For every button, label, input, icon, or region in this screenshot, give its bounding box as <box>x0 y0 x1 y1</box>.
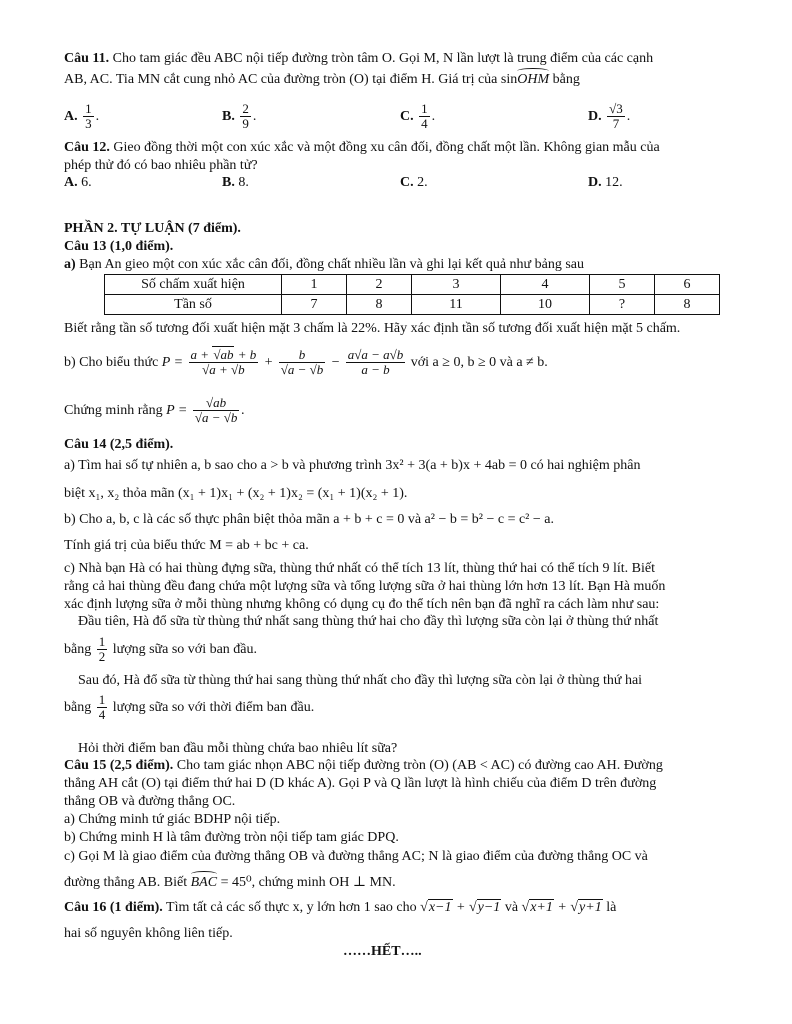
q14-c-line3: xác định lượng sữa ở mỗi thùng nhưng không có dụng cụ đo thể tích nên bạn đã nghĩ ra cách làm như sau: <box>64 597 660 612</box>
q15-b: b) Chứng minh H là tâm đường tròn nội tiếp tam giác DPQ. <box>64 830 399 845</box>
q15-line1 <box>64 757 663 774</box>
frequency-table <box>104 274 720 315</box>
frac-num: √3 <box>609 101 623 117</box>
option-letter: C. <box>400 109 414 124</box>
q14-c-line7 <box>64 690 314 726</box>
table-header-cell: Tần số <box>105 295 282 315</box>
text: là <box>606 900 617 915</box>
text: bằng <box>64 700 92 715</box>
table-row <box>105 275 720 295</box>
q14-a-line2: biệt x₁, x₂ thỏa mãn (x₁ + 1)x₁ + (x₂ + 1)x₂ = (x₁ + 1)(x₂ + 1). <box>64 486 408 501</box>
q12-line2: phép thử đó có bao nhiêu phần tử? <box>64 158 258 173</box>
q11-text2b: bằng <box>549 72 580 87</box>
q16-title: Câu 16 (1 điểm). <box>64 900 163 915</box>
q14-b-line2: Tính giá trị của biểu thức M = ab + bc + ca. <box>64 538 309 553</box>
q14-title: Câu 14 (2,5 điểm). <box>64 437 174 452</box>
option-text: 12. <box>605 175 623 190</box>
q14-c-line4: Đầu tiên, Hà đổ sữa từ thùng thứ nhất sang thùng thứ hai cho đầy thì lượng sữa còn lại ở thùng thứ nhất <box>78 614 659 629</box>
q12-text: Gieo đồng thời một con xúc xắc và một đồng xu cân đối, đồng chất một lần. Không gian mẫu của <box>113 140 660 155</box>
frac-num: 1 <box>85 101 92 117</box>
table-cell: 3 <box>412 275 501 295</box>
option-letter: D. <box>588 109 602 124</box>
q14-c-line5 <box>64 632 257 668</box>
option-text: 2. <box>417 175 428 190</box>
formula-p: P = $\frac{a + √ab + b}{√a + √b}$ + $\frac{b}{√a - √b}$ − $\frac{a√a - a√b}{a - b}$ <box>161 347 404 378</box>
option-letter: B. <box>222 109 235 124</box>
q13-title: Câu 13 (1,0 điểm). <box>64 239 174 254</box>
q13-a-label: a) <box>64 257 76 272</box>
q13-a-after: Biết rằng tần số tương đối xuất hiện mặt 3 chấm là 22%. Hãy xác định tần số tương đối xuất hiện mặt 5 chấm. <box>64 321 681 336</box>
table-cell: 1 <box>282 275 347 295</box>
q13-a <box>64 256 584 273</box>
q16-line1 <box>64 899 616 916</box>
q13-b-text: b) Cho biểu thức <box>64 355 159 370</box>
frac-den: 9 <box>242 116 249 132</box>
frac-den: 2 <box>98 649 106 665</box>
table-cell: 6 <box>655 275 720 295</box>
table-cell: 10 <box>501 295 590 315</box>
q13-a-text: Bạn An gieo một con xúc xắc cân đối, đồng chất nhiều lần và ghi lại kết quả như bảng sau <box>79 257 585 272</box>
text: lượng sữa so với ban đầu. <box>112 642 258 657</box>
frac-num: 1 <box>98 692 106 708</box>
text: = 45⁰, chứng minh OH ⊥ MN. <box>217 875 396 890</box>
q13-b-cond: với a ≥ 0, b ≥ 0 và a ≠ b. <box>410 355 548 370</box>
q15-text: Cho tam giác nhọn ABC nội tiếp đường tròn (O) (AB < AC) có đường cao AH. Đường <box>176 758 663 773</box>
table-cell: ? <box>590 295 655 315</box>
q11-text: Cho tam giác đều ABC nội tiếp đường tròn tâm O. Gọi M, N lần lượt là trung điểm của các cạnh <box>112 51 654 66</box>
q11-option-c: C. $\frac{1}{4}$ . <box>400 101 436 132</box>
q11-option-a: A. $\frac{1}{3}$ . <box>64 101 100 132</box>
option-letter: C. <box>400 175 414 190</box>
q15-c-line1: c) Gọi M là giao điểm của đường thẳng OB và đường thẳng AC; N là giao điểm của đường thẳng OC và <box>64 849 648 864</box>
q11-title: Câu 11. <box>64 51 110 66</box>
table-cell: 8 <box>655 295 720 315</box>
q14-c-line8: Hỏi thời điểm ban đầu mỗi thùng chứa bao nhiêu lít sữa? <box>78 741 398 756</box>
q14-b-line1: b) Cho a, b, c là các số thực phân biệt thỏa mãn a + b + c = 0 và a² − b = b² − c = c² − a. <box>64 512 554 527</box>
q14-c-line2: rằng cả hai thùng đều đang chứa một lượng sữa và tổng lượng sữa ở hai thùng lớn hơn 13 lít. Bạn Hà muốn <box>64 579 666 594</box>
q11-text2: AB, AC. Tia MN cắt cung nhỏ AC của đường tròn (O) tại điểm H. Giá trị của sin <box>64 72 518 87</box>
q13-prove <box>64 393 245 429</box>
q15-c-line2 <box>64 874 396 891</box>
q12-line1 <box>64 139 660 156</box>
formula-sqrt-sum2: √x+1 + √y+1 <box>521 900 602 915</box>
option-text: 8. <box>238 175 249 190</box>
option-letter: D. <box>588 175 602 190</box>
frac-den: 7 <box>612 116 620 132</box>
angle-bac: BAC <box>190 875 218 890</box>
table-cell: 2 <box>347 275 412 295</box>
q11-option-d: D. $\frac{√3}{7}$ . <box>588 101 631 132</box>
frac-den: 4 <box>421 116 428 132</box>
q11-arc-ohm: OHM <box>517 72 550 87</box>
part2-heading: PHẦN 2. TỰ LUẬN (7 điểm). <box>64 221 241 236</box>
text: lượng sữa so với thời điểm ban đầu. <box>112 700 315 715</box>
table-cell: 7 <box>282 295 347 315</box>
q11-line1 <box>64 50 653 67</box>
q12-option-b <box>222 174 249 191</box>
end-mark: ……HẾT….. <box>343 944 422 959</box>
text: bằng <box>64 642 92 657</box>
frac-den: 4 <box>98 707 106 723</box>
frac-num: 2 <box>242 101 249 117</box>
q14-c-line6: Sau đó, Hà đổ sữa từ thùng thứ hai sang thùng thứ nhất cho đầy thì lượng sữa còn lại ở thùng thứ hai <box>78 673 643 688</box>
frac-num: 1 <box>98 634 106 650</box>
q15-line2: thẳng AH cắt (O) tại điểm thứ hai D (D khác A). Gọi P và Q lần lượt là hình chiếu của điểm D trên đường <box>64 776 657 791</box>
frac-num: 1 <box>421 101 428 117</box>
option-letter: A. <box>64 175 78 190</box>
q11-line2 <box>64 71 580 88</box>
text: và <box>504 900 519 915</box>
q16-line2: hai số nguyên không liên tiếp. <box>64 926 233 941</box>
q11-option-b: B. $\frac{2}{9}$ . <box>222 101 257 132</box>
text: đường thẳng AB. Biết <box>64 875 188 890</box>
formula-sqrt-sum1: √x−1 + √y−1 <box>420 900 501 915</box>
option-letter: B. <box>222 175 235 190</box>
text: Tìm tất cả các số thực x, y lớn hơn 1 sao cho <box>166 900 417 915</box>
table-row <box>105 295 720 315</box>
q12-option-c <box>400 174 428 191</box>
q14-a-line1: a) Tìm hai số tự nhiên a, b sao cho a > b và phương trình 3x² + 3(a + b)x + 4ab = 0 có hai nghiệm phân <box>64 458 641 473</box>
q12-option-d <box>588 174 623 191</box>
q15-a: a) Chứng minh tứ giác BDHP nội tiếp. <box>64 812 281 827</box>
table-cell: 5 <box>590 275 655 295</box>
table-cell: 11 <box>412 295 501 315</box>
q15-line3: thẳng OB và đường thẳng OC. <box>64 794 236 809</box>
table-cell: 8 <box>347 295 412 315</box>
option-letter: A. <box>64 109 78 124</box>
q12-title: Câu 12. <box>64 140 110 155</box>
q14-c-line1: c) Nhà bạn Hà có hai thùng đựng sữa, thùng thứ nhất có thể tích 13 lít, thùng thứ hai có thể tích 9 lít. Biết <box>64 561 656 576</box>
table-cell: 4 <box>501 275 590 295</box>
q15-title: Câu 15 (2,5 điểm). <box>64 758 174 773</box>
frac-den: 3 <box>85 116 92 132</box>
q12-option-a <box>64 174 92 191</box>
q13-b <box>64 345 548 381</box>
option-text: 6. <box>81 175 92 190</box>
formula-p-result: P = $\frac{√ab}{√a - √b}$ . <box>166 395 245 426</box>
table-header-cell: Số chấm xuất hiện <box>105 275 282 295</box>
q13-prove-text: Chứng minh rằng <box>64 403 163 418</box>
